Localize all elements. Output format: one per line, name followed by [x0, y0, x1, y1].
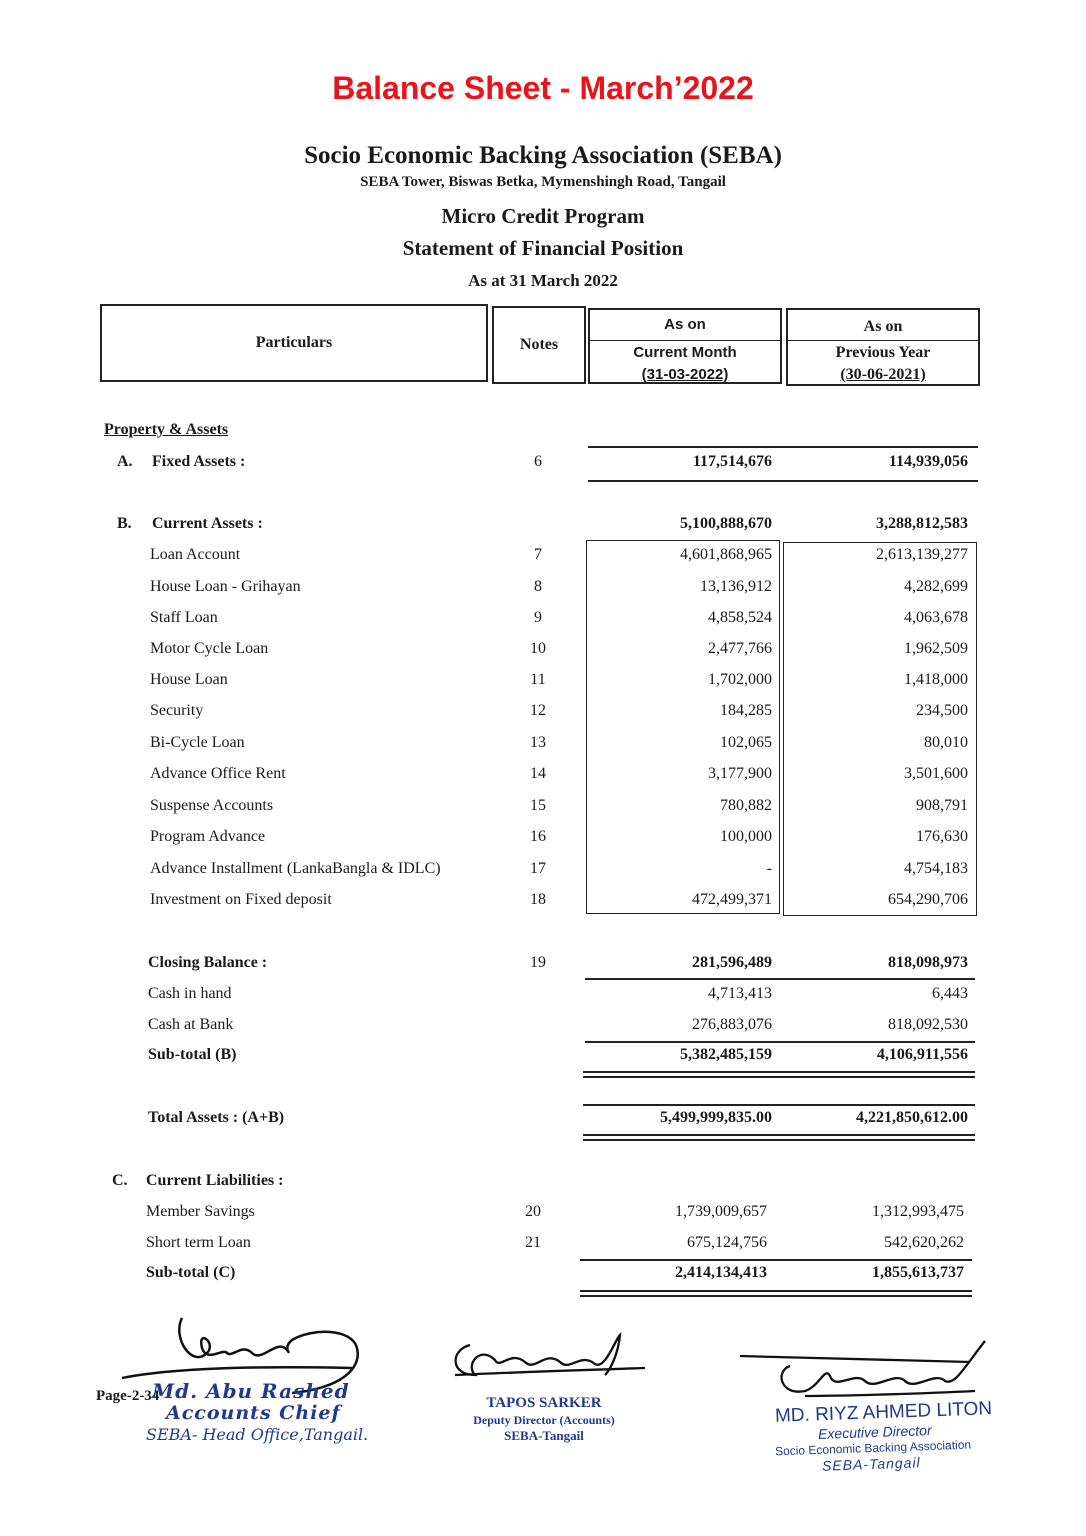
current-liabilities-label: Current Liabilities :	[146, 1172, 284, 1189]
subtotal-c-row: Sub-total (C) 2,414,134,413 1,855,613,737	[146, 1264, 964, 1281]
list-item: Cash at Bank 276,883,076 818,092,530	[148, 1016, 968, 1033]
page-number: Page-2-34	[96, 1388, 160, 1404]
list-item: Motor Cycle Loan 10 2,477,766 1,962,509	[150, 640, 968, 657]
list-item: Bi-Cycle Loan 13 102,065 80,010	[150, 734, 968, 751]
signatory-3-org: Socio Economic Backing Association	[774, 1437, 972, 1459]
current-as-on: As on	[664, 316, 706, 333]
previous-year-header	[786, 308, 980, 386]
list-item: Security 12 184,285 234,500	[150, 702, 968, 719]
notes-label: Notes	[519, 336, 559, 353]
fixed-assets-label: Fixed Assets :	[152, 453, 246, 470]
current-liabilities-row: C. Current Liabilities :	[112, 1172, 284, 1189]
previous-year-label: Previous Year	[835, 344, 931, 361]
total-assets-row: Total Assets : (A+B) 5,499,999,835.00 4,221,850,612.00	[148, 1109, 968, 1126]
current-month-date: (31-03-2022)	[641, 366, 729, 383]
banner-title: Balance Sheet - March’2022	[332, 70, 754, 106]
current-month-label: Current Month	[633, 344, 737, 361]
signatory-1-org: SEBA- Head Office,Tangail.	[146, 1425, 369, 1444]
list-item: House Loan - Grihayan 8 13,136,912 4,282,699	[150, 578, 968, 595]
subtotal-c-label: Sub-total (C)	[146, 1264, 236, 1281]
organization-name: Socio Economic Backing Association (SEBA)	[304, 142, 782, 169]
list-item: Program Advance 16 100,000 176,630	[150, 828, 968, 845]
current-assets-row: B. Current Assets : 5,100,888,670 3,288,812,583	[117, 515, 968, 532]
signature-executive-director	[735, 1336, 995, 1406]
list-item: Investment on Fixed deposit 18 472,499,371 654,290,706	[150, 891, 968, 908]
organization-address: SEBA Tower, Biswas Betka, Mymenshingh Road, Tangail	[360, 174, 726, 190]
list-item: Staff Loan 9 4,858,524 4,063,678	[150, 609, 968, 626]
particulars-label: Particulars	[255, 334, 333, 351]
signatory-2-org: SEBA-Tangail	[504, 1428, 584, 1443]
list-item: Cash in hand 4,713,413 6,443	[148, 985, 968, 1002]
total-assets-label: Total Assets : (A+B)	[148, 1109, 285, 1126]
signature-deputy-director	[440, 1330, 650, 1390]
signatory-3-place: SEBA-Tangail	[821, 1454, 921, 1474]
subtotal-b-row: Sub-total (B) 5,382,485,159 4,106,911,556	[148, 1046, 968, 1063]
list-item: House Loan 11 1,702,000 1,418,000	[150, 671, 968, 688]
current-assets-label: Current Assets :	[152, 515, 263, 532]
signatory-1-name: Md. Abu Rashed	[152, 1379, 350, 1403]
program-title: Micro Credit Program	[441, 204, 645, 228]
signatory-2-title: Deputy Director (Accounts)	[473, 1413, 615, 1427]
signatory-3-title: Executive Director	[817, 1422, 932, 1442]
as-at-date: As at 31 March 2022	[468, 271, 618, 290]
closing-balance-row: Closing Balance : 19 281,596,489 818,098,973	[148, 954, 968, 971]
list-item: Member Savings 20 1,739,009,657 1,312,993,475	[146, 1203, 964, 1220]
list-item: Advance Installment (LankaBangla & IDLC) 17 - 4,754,183	[150, 860, 968, 877]
signatory-1-title: Accounts Chief	[166, 1402, 341, 1424]
previous-year-date: (30-06-2021)	[840, 366, 926, 383]
list-item: Short term Loan 21 675,124,756 542,620,262	[146, 1234, 964, 1251]
current-month-header	[588, 308, 782, 384]
signatory-3-name: MD. RIYZ AHMED LITON	[774, 1398, 993, 1427]
list-item: Loan Account 7 4,601,868,965 2,613,139,277	[150, 546, 968, 563]
section-property-assets: Property & Assets	[104, 421, 229, 438]
list-item: Advance Office Rent 14 3,177,900 3,501,600	[150, 765, 968, 782]
notes-header	[492, 306, 586, 384]
fixed-assets-row: A. Fixed Assets : 6 117,514,676 114,939,056	[117, 453, 968, 470]
list-item: Suspense Accounts 15 780,882 908,791	[150, 797, 968, 814]
closing-balance-label: Closing Balance :	[148, 954, 268, 971]
subtotal-b-label: Sub-total (B)	[148, 1046, 237, 1063]
statement-title: Statement of Financial Position	[402, 236, 684, 260]
particulars-header	[100, 304, 488, 382]
signatory-2-name: TAPOS SARKER	[486, 1395, 602, 1411]
previous-as-on: As on	[863, 318, 903, 335]
